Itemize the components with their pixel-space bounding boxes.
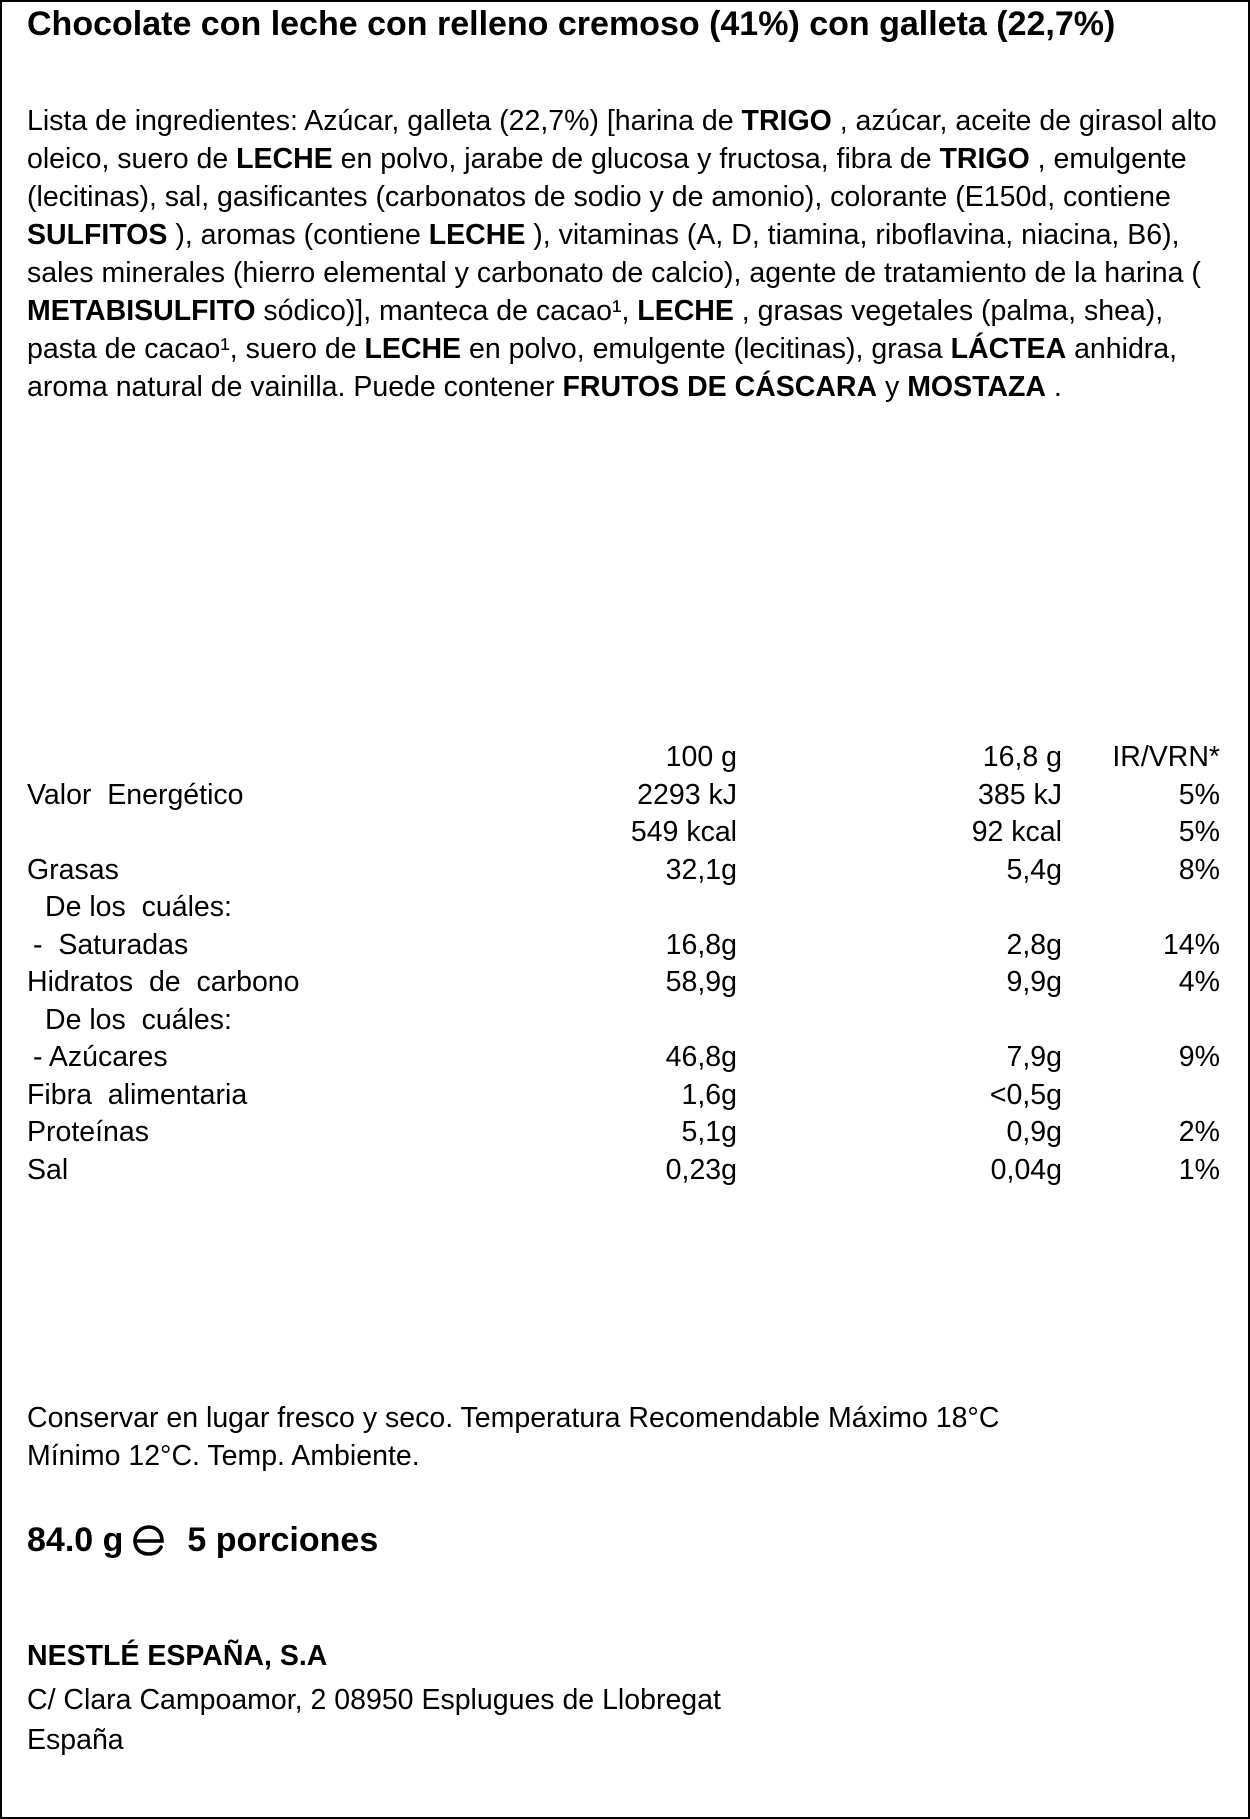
net-weight	[27, 1517, 378, 1563]
value-per-100g: 32,1g	[665, 853, 737, 886]
nutrition-row	[2, 927, 1250, 965]
company-country: España	[27, 1724, 124, 1756]
nutrition-row	[2, 1077, 1250, 1115]
value-ir-vrn: 8%	[1178, 853, 1220, 886]
allergen-text: TRIGO	[741, 105, 832, 137]
value-per-portion: 0,9g	[1006, 1116, 1062, 1148]
nutrition-row	[2, 814, 1250, 852]
e-mark-icon	[129, 1521, 169, 1559]
value-per-portion: 2,8g	[1006, 928, 1062, 961]
ingredient-text: y	[877, 371, 908, 403]
value-per-portion: <0,5g	[989, 1078, 1062, 1111]
ingredient-text: , azúcar, aceite de girasol alto oleico, suero de	[27, 105, 1217, 175]
nutrition-row	[2, 1152, 1250, 1190]
nutrient-label: Sal	[27, 1153, 69, 1186]
allergen-text: FRUTOS DE CÁSCARA	[562, 371, 878, 403]
ingredient-text: , grasas vegetales (palma, shea), pasta de cacao¹, suero de	[27, 295, 1164, 365]
allergen-text: SULFITOS	[27, 219, 168, 251]
nutrition-row	[2, 1039, 1250, 1077]
nutrition-row	[2, 1114, 1250, 1152]
value-per-portion: 7,9g	[1006, 1041, 1062, 1073]
allergen-text: LECHE	[637, 295, 734, 327]
value-per-portion: 0,04g	[990, 1153, 1062, 1186]
nutrient-label: Hidratos de carbono	[27, 966, 300, 998]
ingredient-text: en polvo, emulgente (lecitinas), grasa	[461, 333, 951, 365]
value-per-portion: 385 kJ	[978, 778, 1062, 811]
ingredient-text: en polvo, jarabe de glucosa y fructosa, fibra de	[332, 143, 940, 175]
value-per-100g: 0,23g	[665, 1153, 737, 1186]
ingredient-text: ), vitaminas (A, D, tiamina, riboflavina, niacina, B6), sales minerales (hierro elemental y carbonato de calcio), agente de tratamiento de la harina (	[27, 219, 1201, 289]
value-ir-vrn: 5%	[1178, 816, 1220, 848]
value-ir-vrn: 2%	[1178, 1116, 1220, 1148]
company-address: C/ Clara Campoamor, 2 08950 Esplugues de Llobregat	[27, 1684, 721, 1716]
nutrient-label: Valor Energético	[27, 778, 244, 811]
net-weight-value: 84.0 g	[27, 1521, 124, 1559]
allergen-text: METABISULFITO	[27, 295, 256, 327]
nutrient-label: Grasas	[27, 853, 119, 886]
nutrient-label: Proteínas	[27, 1116, 149, 1148]
value-per-100g: 1,6g	[681, 1078, 737, 1111]
value-per-portion: 5,4g	[1006, 853, 1062, 886]
storage-instructions	[27, 1399, 1227, 1475]
nutrient-label: - Azúcares	[33, 1041, 168, 1073]
company-name: NESTLÉ ESPAÑA, S.A	[27, 1640, 328, 1672]
ingredient-text: sódico)], manteca de cacao¹,	[255, 295, 638, 327]
nutrient-label: De los cuáles:	[45, 1003, 232, 1036]
value-per-100g: 5,1g	[681, 1116, 737, 1148]
value-per-100g: 16,8g	[665, 928, 737, 961]
nutrition-row	[2, 1002, 1250, 1040]
allergen-text: TRIGO	[939, 143, 1030, 175]
value-ir-vrn: 4%	[1178, 966, 1220, 998]
nutrient-label: - Saturadas	[33, 928, 189, 961]
value-per-100g: 58,9g	[665, 966, 737, 998]
nutrition-row	[2, 852, 1250, 890]
ingredients-list	[27, 102, 1237, 406]
nutrition-table	[2, 739, 1250, 1189]
allergen-text: LECHE	[428, 219, 526, 251]
storage-line-1: Conservar en lugar fresco y seco. Temperatura Recomendable Máximo 18°C	[27, 1402, 1000, 1434]
value-per-portion: 92 kcal	[971, 816, 1062, 848]
nutrition-rows	[2, 777, 1250, 1190]
nutrient-label: Fibra alimentaria	[27, 1078, 248, 1111]
value-per-100g: 549 kcal	[630, 816, 737, 848]
value-ir-vrn: 14%	[1162, 928, 1220, 961]
header-per-portion: 16,8 g	[982, 741, 1062, 773]
ingredient-text: Lista de ingredientes: Azúcar, galleta (22,7%) [harina de	[27, 105, 742, 137]
value-ir-vrn: 5%	[1178, 778, 1220, 811]
header-per-100g: 100 g	[665, 741, 737, 773]
allergen-text: LECHE	[236, 143, 333, 175]
nutrition-row	[2, 889, 1250, 927]
value-per-100g: 46,8g	[665, 1041, 737, 1073]
portions-count: 5 porciones	[187, 1521, 379, 1559]
product-title: Chocolate con leche con relleno cremoso (41%) con galleta (22,7%)	[27, 5, 1116, 43]
header-ir-vrn: IR/VRN*	[1112, 741, 1220, 773]
allergen-text: MOSTAZA	[907, 371, 1046, 403]
ingredient-text: , emulgente (lecitinas), sal, gasificantes (carbonatos de sodio y de amonio), colorante (E150d, contiene	[27, 143, 1187, 213]
ingredient-text: anhidra, aroma natural de vainilla. Puede contener	[27, 333, 1178, 403]
ingredient-text: .	[1045, 371, 1062, 403]
ingredient-text: ), aromas (contiene	[167, 219, 429, 251]
allergen-text: LECHE	[364, 333, 462, 365]
storage-line-2: Mínimo 12°C. Temp. Ambiente.	[27, 1440, 420, 1472]
value-per-portion: 9,9g	[1006, 966, 1062, 998]
nutrition-row	[2, 777, 1250, 815]
value-per-100g: 2293 kJ	[637, 778, 737, 811]
value-ir-vrn: 9%	[1178, 1041, 1220, 1073]
nutrition-header-row	[2, 739, 1250, 777]
value-ir-vrn: 1%	[1178, 1153, 1220, 1186]
allergen-text: LÁCTEA	[950, 333, 1067, 365]
nutrition-row	[2, 964, 1250, 1002]
nutrient-label: De los cuáles:	[45, 891, 232, 923]
